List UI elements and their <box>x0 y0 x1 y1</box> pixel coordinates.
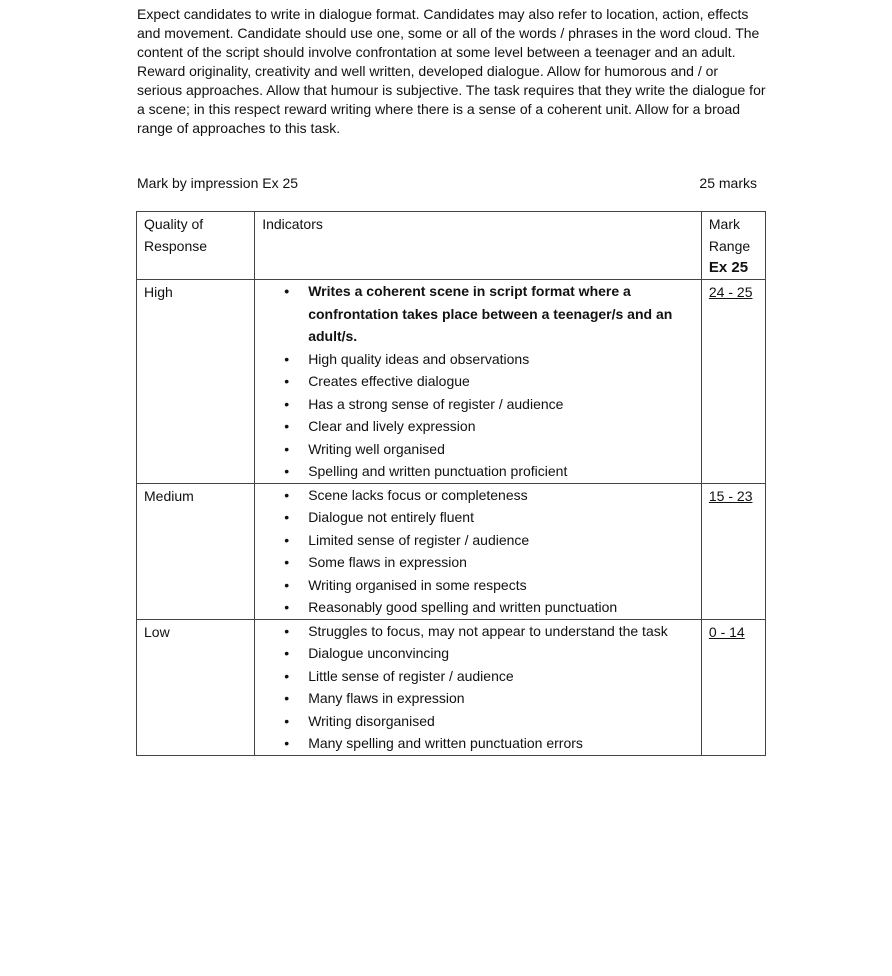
indicator-list-medium <box>255 484 701 619</box>
indicator-item: • Dialogue unconvincing <box>255 642 701 665</box>
quality-header-line-1: Quality of <box>144 216 204 232</box>
mark-header-line-2: Range <box>708 238 751 254</box>
bullet-icon: • <box>284 690 290 706</box>
bullet-icon: • <box>284 486 290 503</box>
indicator-list-high <box>255 280 701 483</box>
quality-header-cell <box>137 212 255 280</box>
indicator-item: • Creates effective dialogue <box>255 370 701 393</box>
mark-range-header-cell <box>701 212 765 280</box>
indicator-item: • Dialogue not entirely fluent <box>255 506 701 529</box>
mark-range-low: 0 - 14 <box>708 623 745 640</box>
indicators-header: Indicators <box>262 216 323 232</box>
indicator-item: • Some flaws in expression <box>255 551 701 574</box>
indicators-cell-high <box>255 280 702 484</box>
total-marks-label: 25 marks <box>699 175 757 191</box>
table-row-low <box>137 619 766 755</box>
bullet-icon: • <box>284 554 290 570</box>
quality-label-high: High <box>144 284 173 300</box>
indicator-item: • Reasonably good spelling and written punctuation <box>255 596 701 619</box>
mark-range-medium: 15 - 23 <box>708 487 753 504</box>
bullet-icon: • <box>284 395 290 412</box>
indicator-item: • Many flaws in expression <box>255 687 701 710</box>
quality-label-low: Low <box>144 623 170 640</box>
quality-cell-medium <box>137 483 255 619</box>
mark-range-cell-medium <box>701 483 765 619</box>
indicator-item: • Writing organised in some respects <box>255 574 701 597</box>
quality-header-line-2: Response <box>144 238 208 254</box>
indicators-cell-low <box>255 619 702 755</box>
bullet-icon: • <box>284 283 290 299</box>
intro-paragraph-2: Reward originality, creativity and well written, developed dialogue. Allow for humorous and / or serious approaches. Allow that humour is subjective. The task requires that they write the dialogue for a scene; in this respect reward writing where there is a sense of a coherent unit. Allow for a broad range of approaches to this task. <box>137 63 766 136</box>
indicator-item: • Spelling and written punctuation proficient <box>255 460 701 483</box>
bullet-icon: • <box>284 418 290 434</box>
indicator-item: • Many spelling and written punctuation errors <box>255 732 701 755</box>
bullet-icon: • <box>284 531 290 548</box>
mark-range-cell-low <box>701 619 765 755</box>
bullet-icon: • <box>284 440 290 457</box>
indicator-item: • Writing well organised <box>255 438 701 461</box>
table-row-medium <box>137 483 766 619</box>
table-header-row <box>137 212 766 280</box>
bullet-icon: • <box>284 622 290 639</box>
indicator-item: • Little sense of register / audience <box>255 665 701 688</box>
indicator-item: • Limited sense of register / audience <box>255 529 701 552</box>
indicator-item: • High quality ideas and observations <box>255 348 701 371</box>
bullet-icon: • <box>284 645 290 661</box>
bullet-icon: • <box>284 735 290 751</box>
mark-by-impression-label: Mark by impression Ex 25 <box>137 175 299 191</box>
indicator-item: • Clear and lively expression <box>255 415 701 438</box>
indicator-item: • Has a strong sense of register / audience <box>255 393 701 416</box>
quality-cell-high <box>137 280 255 484</box>
indicator-item: • Scene lacks focus or completeness <box>255 484 701 507</box>
indicators-header-cell <box>255 212 702 280</box>
mark-range-high: 24 - 25 <box>708 284 753 300</box>
indicator-item: • Struggles to focus, may not appear to understand the task <box>255 620 701 643</box>
mark-header-line-3: Ex 25 <box>708 259 749 276</box>
intro-text <box>137 5 767 138</box>
indicator-list-low <box>255 620 701 755</box>
indicator-item: • Writing disorganised <box>255 710 701 733</box>
indicator-item: • Writes a coherent scene in script format where a confrontation takes place between a teenager/s and an adult/s. <box>255 280 701 348</box>
marking-rubric-table <box>136 211 766 756</box>
table-row-high <box>137 280 766 484</box>
mark-range-cell-high <box>701 280 765 484</box>
bullet-icon: • <box>284 667 290 684</box>
bullet-icon: • <box>284 509 290 525</box>
quality-cell-low <box>137 619 255 755</box>
bullet-icon: • <box>284 576 290 593</box>
quality-label-medium: Medium <box>144 487 194 504</box>
indicators-cell-medium <box>255 483 702 619</box>
bullet-icon: • <box>284 599 290 615</box>
mark-header-line-1: Mark <box>708 216 741 232</box>
mark-by-impression-line <box>137 174 757 193</box>
bullet-icon: • <box>284 350 290 367</box>
intro-paragraph-1: Expect candidates to write in dialogue format. Candidates may also refer to location, action, effects and movement. Candidate should use one, some or all of the words / phrases in the word cloud. The content of the script should involve confrontation at some level between a teenager and an adult. <box>137 6 760 60</box>
bullet-icon: • <box>284 373 290 389</box>
bullet-icon: • <box>284 712 290 729</box>
bullet-icon: • <box>284 463 290 479</box>
